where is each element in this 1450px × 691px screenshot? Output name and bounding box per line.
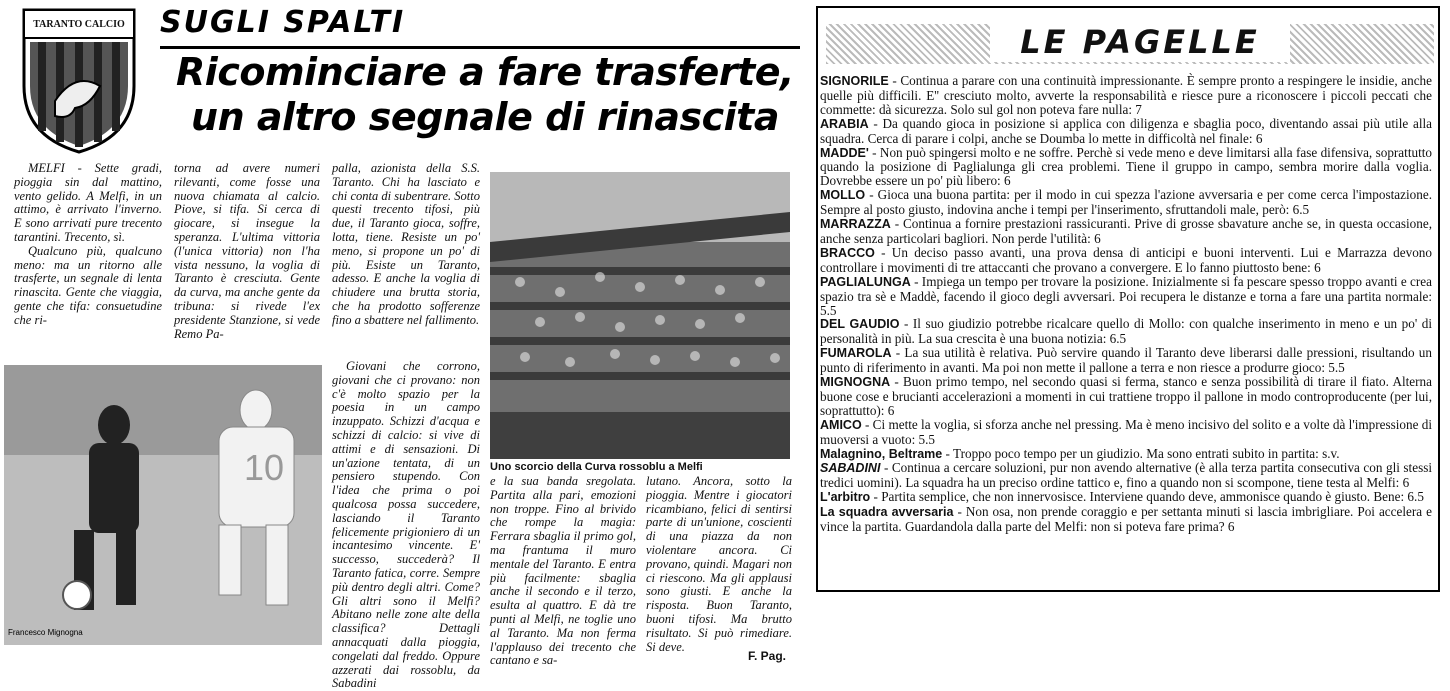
article-paragraph: e la sua banda sregolata. Partita alla pari, emozioni non troppe. Fino al brivido che rompe la magia: Ferrara sbaglia il primo gol, ma frantuma il muro mentale del Taranto. E entra più facilmente: sbaglia anche il secondo e il terzo, esulta al quattro. E dà tre punti al Melfi, ne toglie uno al Taranto. Ma non ferma l'applauso dei trecento che cantano e sa-	[490, 474, 636, 668]
article-column-3b	[332, 360, 480, 691]
player-name: L'arbitro	[820, 490, 871, 505]
article-paragraph: torna ad avere numeri rilevanti, come fosse una nuova chiamata al calcio. Piove, si tifa. Si cerca di giocare, si insegue la speranza. L'ultima vittoria (l'unica vittoria) non l'ha vista nessuno, la voglia di Taranto è cresciuta. Gente da curva, ma anche gente da tribuna: si rivede l'ex presidente Stanzione, si vede Remo Pa-	[174, 161, 320, 341]
crowd-photo	[490, 172, 790, 459]
match-photo	[4, 365, 322, 645]
player-name: MOLLO	[820, 188, 866, 203]
player-name: FUMAROLA	[820, 346, 892, 361]
rating-text: - Continua a parare con una continuità impressionante. È sempre pronto a respingere le insidie, anche quelle più difficili. E'' cresciuto molto, avverte la responsabilità e riesce pure a riconoscere i piccoli peccati che commette: dà sicurezza. Solo sul gol non poteva fare nulla: 7	[820, 73, 1432, 117]
rating-item	[820, 146, 1432, 189]
article-paragraph: palla, azionista della S.S. Taranto. Chi ha lasciato e chi conta di subentrare. Sotto questi trecento tifosi, più due, il Taranto gioca, soffre, lotta, tiene. Resiste un po' meno, si propone un po' di più. Esiste un Taranto, adesso. E anche la voglia di chiudere una brutta storia, che ha prodotto sofferenze fino a sbattere nel fallimento.	[332, 161, 480, 327]
photo-caption: Uno scorcio della Curva rossoblu a Melfi	[490, 461, 703, 473]
taranto-calcio-logo	[20, 6, 138, 156]
rating-text: - Il suo giudizio potrebbe ricalcare quello di Mollo: con qualche inserimento in meno e un po' di personalità in più. La sua crescita è una buona notizia: 6.5	[820, 316, 1432, 347]
player-name: SIGNORILE	[820, 74, 889, 88]
rating-item	[820, 74, 1432, 117]
player-name: Malagnino, Beltrame	[820, 446, 943, 461]
divider	[160, 46, 800, 49]
rating-item	[820, 117, 1432, 146]
rating-item	[820, 418, 1432, 447]
rating-text: - Continua a cercare soluzioni, pur non avendo alternative (è alla terza partita consecutiva con gli stessi tredici uomini). La squadra ha un preciso ordine tattico e, fino a quando non si scompone, tiene testa al Melfi: 6	[820, 460, 1432, 491]
rating-text: - Da quando gioca in posizione si applica con diligenza e sbaglia poco, diventando assai più utile alla squadra. Cerca di parare i colpi, anche se Doumba lo mette in difficoltà nel finale: 6	[820, 115, 1432, 146]
section-title: SUGLI SPALTI	[160, 5, 406, 40]
rating-item	[820, 505, 1432, 534]
rating-text: - Gioca una buona partita: per il modo in cui spezza l'azione avversaria e per come cerca l'impostazione. Sempre al posto giusto, indovina anche i tempi per l'inserimento, sfruttandoli male, però: 6.5	[820, 187, 1432, 218]
rating-item	[820, 461, 1432, 490]
rating-item	[820, 217, 1432, 246]
article-column-2	[174, 162, 320, 341]
rating-text: - Partita semplice, che non innervosisce. Interviene quando deve, ammonisce quando è giusto. Bene: 6.5	[870, 489, 1424, 505]
rating-text: - Ci mette la voglia, si sforza anche nel pressing. Ma è meno incisivo del solito e a volte dà l'impressione di muoversi a vuoto: 5.5	[820, 416, 1432, 447]
player-name: MIGNOGNA	[820, 375, 891, 390]
player-name: MADDE'	[820, 145, 869, 160]
headline-line-2: un altro segnale di rinascita	[191, 95, 779, 139]
article-paragraph: MELFI - Sette gradi, pioggia sin dal mattino, vento gelido. A Melfi, in un attimo, è arrivato l'inverno. E sono arrivati pure trecento tarantini. Trecento, sì.	[14, 161, 162, 244]
player-name: DEL GAUDIO	[820, 317, 900, 332]
svg-text:10: 10	[244, 447, 285, 488]
player-name: BRACCO	[820, 245, 875, 260]
rating-text: - La sua utilità è relativa. Può servire quando il Taranto deve liberarsi dalle pressioni, risultando un punto di riferimento in avanti. Ma poi non mette il pallone a terra e non riesce a produrre gioco: 5.5	[820, 345, 1432, 376]
rating-item	[820, 275, 1432, 318]
player-name: SABADINI	[820, 461, 881, 476]
article-column-4	[490, 475, 636, 668]
player-name: La squadra avversaria	[820, 505, 954, 520]
rating-item	[820, 375, 1432, 418]
pagelle-list	[820, 74, 1432, 534]
player-name: MARRAZZA	[820, 217, 891, 232]
rating-text: - Non osa, non prende coraggio e per settanta minuti si lascia imbrigliare. Poi accelera e vince la partita. Guardandola dalla parte del Melfi: non si poteva fare prima? 6	[820, 504, 1432, 535]
rating-item	[820, 346, 1432, 375]
logo-text: TARANTO CALCIO	[33, 19, 125, 30]
player-name: PAGLIALUNGA	[820, 274, 911, 289]
headline	[160, 50, 810, 140]
rating-text: - Buon primo tempo, nel secondo quasi si ferma, stanco e senza possibilità di tirare il fiato. Alterna buone cose e brucianti accelerazioni a momenti in cui trattiene troppo il pallone in modo controproducente (per lui, soprattutto): 6	[820, 374, 1432, 418]
rating-item	[820, 490, 1432, 505]
headline-line-1: Ricominciare a fare trasferte,	[176, 50, 794, 94]
rating-text: - Impiega un tempo per trovare la posizione. Inizialmente si fa pescare spesso troppo avanti e crea spazio tra sè e Maddè, facendo il gioco degli avversari. Poi recupera le distanze e torna a fare una partita normale: 5.5	[820, 273, 1432, 318]
pagelle-title: LE PAGELLE	[990, 22, 1290, 62]
rating-item	[820, 246, 1432, 275]
player-name: ARABIA	[820, 116, 869, 131]
rating-text: - Continua a fornire prestazioni rassicuranti. Prive di grosse sbavature anche se, in questa occasione, anche senza particolari bagliori. Non perde l'utilità: 6	[820, 216, 1432, 246]
photo-credit: Francesco Mignogna	[8, 628, 83, 637]
rating-item	[820, 447, 1432, 462]
author-signature: F. Pag.	[748, 649, 787, 663]
rating-text: - Un deciso passo avanti, una prova densa di anticipi e buoni interventi. Lui e Marrazza devono controllare i movimenti di tre attaccanti che provano a convergere. E lo fanno piuttosto bene: 6	[820, 244, 1432, 275]
rating-item	[820, 188, 1432, 217]
article-paragraph: Qualcuno più, qualcuno meno: ma un ritorno alle trasferte, un segnale di lenta rinascita. Gente che viaggia, gente che tifa: consuetudine che ri-	[14, 243, 162, 327]
rating-text: - Troppo poco tempo per un giudizio. Ma sono entrati subito in partita: s.v.	[942, 445, 1340, 461]
rating-text: - Non può spingersi molto e ne soffre. Perchè si vede meno e deve limitarsi alla fase difensiva, soprattutto quando la posizione di Paglialunga gli crea problemi. Tiene il gruppo in campo, sembra morire dalla voglia. Dovrebbe essere un po' più libero: 6	[820, 144, 1432, 189]
article-paragraph: Giovani che corrono, giovani che ci provano: non c'è molto spazio per la poesia in un campo inzuppato. Schizzi d'acqua e schizzi di calcio: si vive di attimi e di sensazioni. Di un'azione tentata, di un pensiero stupendo. Con l'idea che prima o poi qualcosa possa succedere, lasciando il Taranto felicemente prigioniero di un incantesimo vincente. E' successo, succederà? Il Taranto fatica, corre. Sempre più dentro degli altri. Come? Gli altri sono il Melfi? Abitano nelle zone alte della classifica? Dettagli annacquati dalla pioggia, congelati dal freddo. Oppure azzerati dai rossoblu, da Sabadini	[332, 359, 480, 691]
player-name: AMICO	[820, 417, 862, 432]
article-column-1	[14, 162, 162, 328]
article-column-5	[646, 475, 792, 654]
article-column-3	[332, 162, 480, 328]
rating-item	[820, 317, 1432, 346]
article-paragraph: lutano. Ancora, sotto la pioggia. Mentre i giocatori ricambiano, felici di sentirsi parte di un'unione, coscienti di una piazza da non violentare ancora. Ci provano, quindi. Magari non ci riescono. Ma gli applausi sono giusti. E anche la risposta. Buon Taranto, buoni tifosi. Ma brutto risultato. Si può rimediare. Si deve.	[646, 474, 792, 654]
